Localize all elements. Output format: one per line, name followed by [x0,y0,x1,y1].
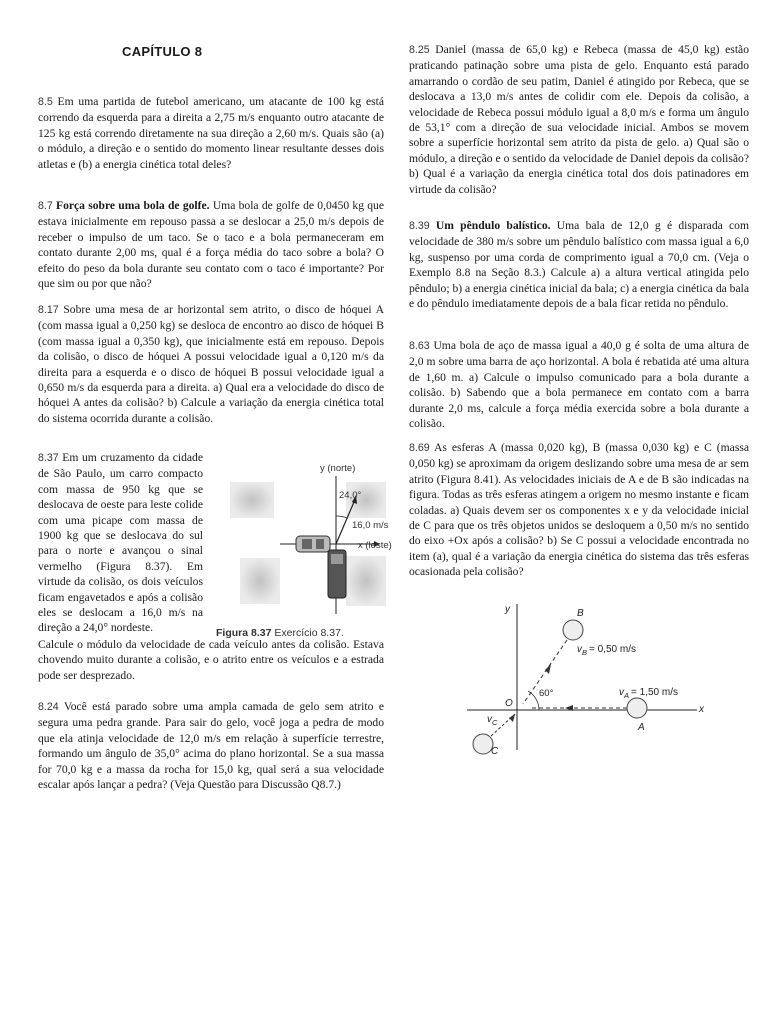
problem-number: 8.69 [409,442,430,454]
figure-8-37 [222,458,392,618]
ball-a-label: A [638,722,645,733]
problem-8-24 [38,699,384,792]
vc-arrowhead [509,714,515,722]
problem-number: 8.39 [409,220,430,232]
car-window [302,539,312,549]
problem-text: Daniel (massa de 65,0 kg) e Rebeca (massa de 45,0 kg) estão praticando patinação sobre uma pista de gelo. Enquanto está parado amarrando o cordão de seu patim, Daniel é atingido por Rebeca, que se deslocava a 13,0 m/s antes de colidir com ele. Depois da colisão, a velocidade de Rebeca possui módulo igual a 8,0 m/s e forma um ângulo de 53,1° com a direção de sua velocidade inicial. Ambos se movem sobre a superfície horizontal sem atrito da pista de gelo. a) Qual são o módulo, a direção e o sentido da velocidade de Daniel depois da colisão? b) Qual é a variação da energia cinética total dos dois patinadores em virtude da colisão? [409,43,749,196]
pickup-window [331,554,343,564]
problem-text: Uma bala de 12,0 g é disparada com velocidade de 380 m/s sobre um pêndulo balístico com massa igual a 6,0 kg, suspenso por uma corda de comprimento igual a 70,0 cm. (Veja o Exemplo 8.8 na Seção 8.3.) Calcule a) a altura vertical atingida pelo pêndulo; b) a energia cinética inicial da bala; c) a energia cinética da bala e do pêndulo imediatamente depois de a bala ficar retida no pêndulo. [409,219,749,311]
problem-text: Você está parado sobre uma ampla camada de gelo sem atrito e segura uma pedra grande. Para sair do gelo, você joga a pedra de modo que ela atinja velocidade de 12,0 m/s em relação à superfície terrestre, formando um ângulo de 35,0° acima do plano horizontal. Se a sua massa for 70,0 kg e a massa da rocha for 15,0 kg, qual será a sua velocidade escalar após lançar a pedra? (Veja Questão para Discussão Q8.7.) [38,700,384,792]
shrub-top-left [230,482,274,518]
ball-b-label: B [577,608,584,619]
x-axis-label: x [699,704,704,715]
problem-number: 8.7 [38,200,53,212]
caption-text: Exercício 8.37. [274,627,344,639]
problem-number: 8.25 [409,44,430,56]
collision-diagram [222,458,392,618]
angle-label: 24,0° [339,490,362,501]
sphere-a [627,698,647,718]
problem-8-37 [38,450,203,636]
problem-number: 8.24 [38,701,59,713]
problem-title: Força sobre uma bola de golfe. [56,199,210,212]
speed-label: 16,0 m/s [352,520,389,531]
problem-number: 8.17 [38,304,59,316]
problem-8-25 [409,42,749,197]
compact-car [296,536,330,552]
problem-text: As esferas A (massa 0,020 kg), B (massa 0,030 kg) e C (massa 0,050 kg) se aproximam da origem deslizando sobre uma mesa de ar sem atrito (Figura 8.41). As velocidades iniciais de A e de B são indicadas na figura. Todas as três esferas atingem a origem no mesmo instante e ficam coladas. a) Quais devem ser os componentes x e y da velocidade inicial de C para que os três objetos unidos se desloquem a 0,50 m/s no sentido do eixo +Ox após a colisão? b) Se C possui a velocidade encontrada no item (a), qual é a variação da energia cinética do sistema das três esferas ocasionada pela colisão? [409,441,749,579]
problem-number: 8.37 [38,452,59,464]
angle-arc [336,516,347,518]
figure-8-37-caption [216,627,344,639]
vb-arrowhead [545,664,551,674]
va-label: $v_A = 1,50$ m/s [619,687,678,700]
problem-number: 8.63 [409,340,430,352]
problem-text: Uma bola de aço de massa igual a 40,0 g é solta de uma altura de 2,0 m sobre uma barra de aço horizontal. A bola é rebatida até uma altura de 1,60 m. a) Calcule o impulso comunicado para a bola durante a colisão. b) Sabendo que a bola permanece em contato com a barra durante 2,0 ms, calcule a força média exercida sobre a bola durante a colisão. [409,339,749,431]
problem-text: Em uma partida de futebol americano, um atacante de 100 kg está correndo da esquerda para a direita a 2,75 m/s enquanto outro atacante de 125 kg está correndo diretamente na sua direção a 2,60 m/s. Quais são (a) o módulo, a direção e o sentido do momento linear resultante desses dois atletas e (b) a energia cinética total deles? [38,95,384,171]
vc-label: $v_C$ [487,714,498,727]
caption-label: Figura 8.37 [216,627,272,639]
problem-text: Calcule o módulo da velocidade de cada veículo antes da colisão. Estava chovendo muito durante a colisão, e o atrito entre os veículos e a estrada pode ser desprezado. [38,638,384,682]
shrub-bottom-left [240,558,280,604]
problem-8-69 [409,440,749,580]
problem-8-37-continued [38,637,384,683]
sphere-c [473,734,493,754]
shrub-bottom-right [346,556,386,606]
y-axis-label: y [505,604,510,615]
y-axis-label: y (norte) [320,463,356,474]
origin-label: O [505,698,513,709]
ball-c-label: C [491,746,499,757]
problem-8-7 [38,198,384,291]
problem-8-17 [38,302,384,426]
car-window-rear [316,539,324,549]
problem-8-63 [409,338,749,431]
problem-title: Um pêndulo balístico. [435,219,551,232]
figure-8-41 [461,600,711,760]
problem-text: Em um cruzamento da cidade de São Paulo, um carro compacto com massa de 950 kg que se deslocava de oeste para leste colide com uma picape com massa de 1900 kg que se deslocava do sul para o norte e avançou o sinal vermelho (Figura 8.37). Em virtude da colisão, os dois veículos ficam engavetados e após a colisão eles se deslocam a 16,0 m/s na direção a 24,0° nordeste. [38,451,203,635]
angle-label: 60° [539,688,554,699]
chapter-title: CAPÍTULO 8 [122,44,203,59]
x-axis-label: x (leste) [358,540,392,551]
sphere-b [563,620,583,640]
problem-8-5 [38,94,384,172]
vb-label: $v_B = 0,50$ m/s [577,644,636,657]
spheres-diagram [461,600,711,760]
problem-text: Uma bola de golfe de 0,0450 kg que estava inicialmente em repouso passa a se deslocar a 25,0 m/s depois de receber o impulso de um taco. Se o taco e a bola permaneceram em contato durante 2,00 ms, qual é a força média do taco sobre a bola? O efeito do peso da bola durante seu contato com o taco é importante? Por que sim ou por que não? [38,199,384,291]
problem-number: 8.5 [38,96,53,108]
problem-8-39 [409,218,749,311]
problem-text: Sobre uma mesa de ar horizontal sem atrito, o disco de hóquei A (com massa igual a 0,250 kg) se desloca de encontro ao disco de hóquei B (com massa igual a 0,350 kg), que inicialmente está em repouso. Depois da colisão, o disco de hóquei A possui velocidade igual a 0,120 m/s da direita para a esquerda e o disco de hóquei B possui velocidade igual a 0,650 m/s da esquerda para a direita. a) Qual era a velocidade do disco de hóquei A antes da colisão? b) Calcule a variação da energia cinética total do sistema ocorrida durante a colisão. [38,303,384,425]
